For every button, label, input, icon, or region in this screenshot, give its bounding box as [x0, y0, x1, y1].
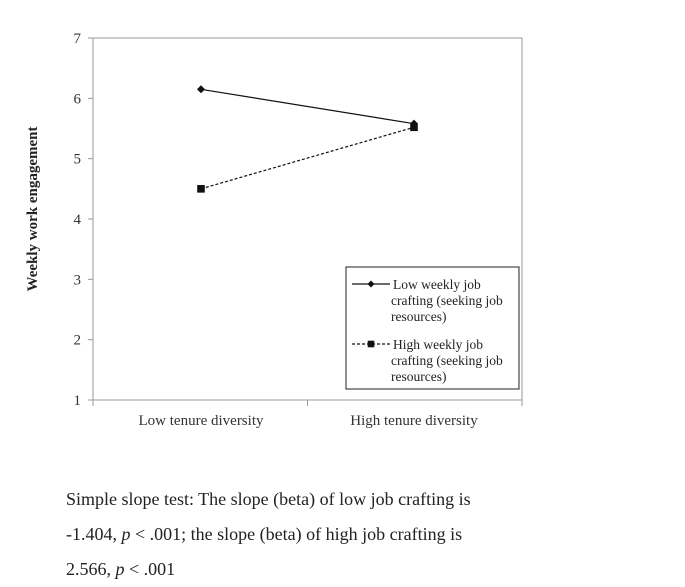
y-tick-label: 5: [73, 151, 81, 168]
legend-label-line: Low weekly job: [393, 277, 481, 292]
x-axis: [93, 400, 522, 429]
y-tick-label: 1: [73, 393, 81, 409]
y-tick-label: 6: [73, 91, 81, 108]
legend-label-line: resources): [391, 309, 447, 324]
series-line-high-job-crafting: [201, 127, 414, 189]
y-tick-label: 2: [73, 332, 81, 349]
series-line-low-job-crafting: [201, 89, 414, 123]
y-axis: [74, 31, 94, 409]
x-category-label: Low tenure diversity: [138, 413, 264, 429]
caption-line-3: 2.566, p < .001: [66, 559, 176, 579]
legend-label-line: crafting (seeking job: [391, 353, 503, 368]
y-tick-label: 4: [73, 212, 81, 228]
legend-label-line: crafting (seeking job: [391, 293, 503, 308]
legend-marker-square: [368, 341, 375, 348]
caption-line-2: -1.404, p < .001; the slope (beta) of high job crafting is: [66, 524, 463, 544]
y-tick-label: 7: [73, 31, 81, 47]
series-layer: [197, 85, 418, 192]
legend-label-line: resources): [391, 369, 447, 384]
data-point-low-job-crafting: [197, 85, 205, 93]
legend-label-line: High weekly job: [393, 337, 483, 352]
y-axis-title: Weekly work engagement: [25, 126, 41, 292]
x-category-label: High tenure diversity: [350, 413, 478, 429]
caption-line-1: Simple slope test: The slope (beta) of low job crafting is: [66, 489, 471, 509]
y-tick-label: 3: [73, 272, 81, 289]
data-point-high-job-crafting: [410, 123, 418, 131]
data-point-high-job-crafting: [197, 185, 205, 193]
legend: [346, 267, 519, 389]
slope-test-caption: [66, 482, 586, 587]
